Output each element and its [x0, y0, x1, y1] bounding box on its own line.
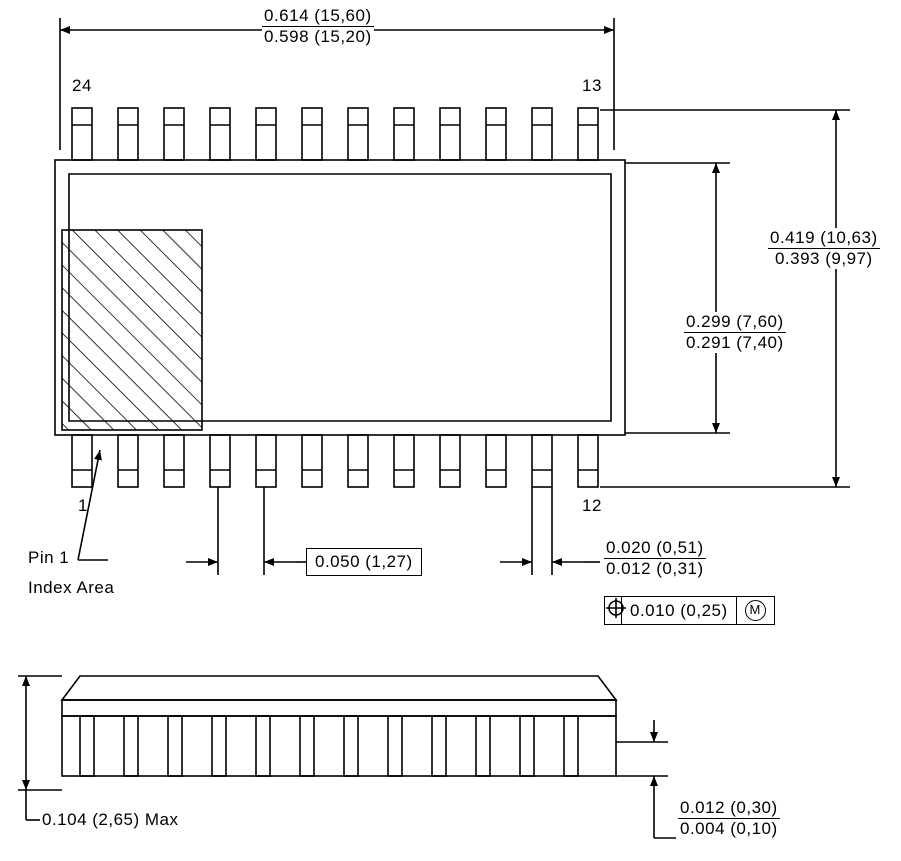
overall-height-max: 0.419 (10,63) — [770, 228, 878, 247]
body-height-dimension — [684, 312, 786, 353]
lead-width-max: 0.020 (0,51) — [606, 538, 704, 557]
body-height-min: 0.291 (7,40) — [686, 333, 784, 352]
mmc-modifier — [736, 597, 774, 624]
overall-height-dimension — [768, 228, 880, 269]
position-symbol-glyph — [605, 597, 627, 619]
position-symbol — [605, 597, 621, 624]
mmc-modifier-badge: M — [745, 600, 766, 621]
seating-dimension-min: 0.004 (0,10) — [680, 819, 778, 838]
body-height-max: 0.299 (7,60) — [686, 312, 784, 331]
pin-number-24: 24 — [72, 76, 92, 95]
overall-height-min: 0.393 (9,97) — [768, 248, 880, 269]
position-tolerance: 0.010 (0,25) — [621, 597, 736, 624]
seating-dimension — [678, 798, 780, 839]
pin-number-12: 12 — [582, 496, 602, 515]
pin1-note-line2: Index Area — [28, 578, 115, 597]
feature-control-frame — [604, 596, 775, 625]
seating-dimension-max: 0.012 (0,30) — [680, 798, 778, 817]
width-dimension — [262, 6, 374, 47]
width-dimension-min: 0.598 (15,20) — [264, 27, 372, 46]
pin-number-1: 1 — [78, 496, 88, 515]
pin1-note-line1: Pin 1 — [28, 548, 70, 567]
pin-number-13: 13 — [582, 76, 602, 95]
lead-width-dimension — [604, 538, 706, 579]
pitch-dimension: 0.050 (1,27) — [306, 548, 422, 576]
side-body-height-note: 0.104 (2,65) Max — [42, 810, 179, 829]
lead-width-min: 0.012 (0,31) — [606, 559, 704, 578]
width-dimension-max: 0.614 (15,60) — [264, 6, 372, 25]
